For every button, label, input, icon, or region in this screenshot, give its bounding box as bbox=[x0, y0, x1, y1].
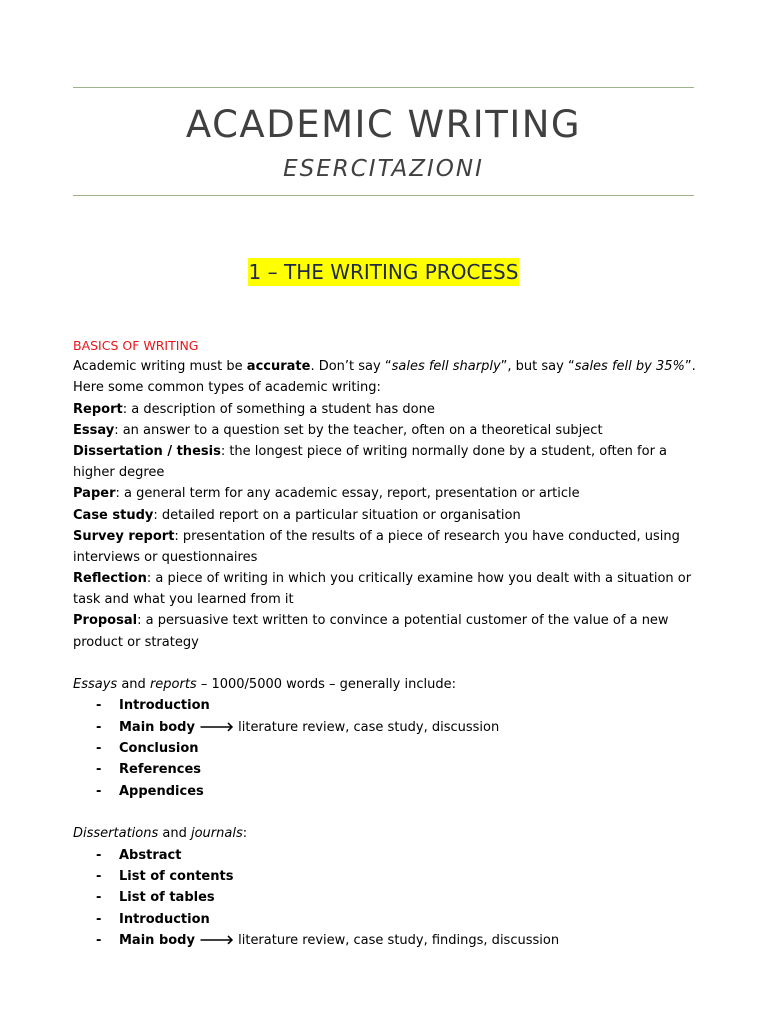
intro-text: ”. bbox=[684, 359, 696, 375]
writing-type-definition: : a piece of writing in which you critically examine how you dealt with a situation or bbox=[146, 571, 692, 587]
list-item-label: Appendices bbox=[119, 783, 204, 799]
bullet-dash: - bbox=[96, 762, 102, 778]
document-title: ACADEMIC WRITING bbox=[185, 103, 582, 146]
writing-type-definition: : a persuasive text written to convince a potential customer of the value of a new bbox=[137, 613, 669, 629]
bullet-dash: - bbox=[96, 783, 102, 799]
writing-type-term: Essay bbox=[73, 422, 115, 438]
bullet-dash: - bbox=[96, 740, 102, 756]
intro-text: ”, but say “ bbox=[500, 359, 575, 375]
list-item-label: List of contents bbox=[119, 868, 234, 884]
list-item bbox=[73, 887, 694, 908]
writing-type-term: Case study bbox=[73, 507, 154, 523]
writing-type-term: Proposal bbox=[73, 613, 138, 629]
writing-type-entry bbox=[73, 483, 694, 504]
writing-type-definition-cont: task and what you learned from it bbox=[73, 592, 294, 608]
writing-type-definition: : a description of something a student has done bbox=[122, 401, 435, 417]
list-item-label: List of tables bbox=[119, 890, 215, 906]
spacer bbox=[73, 653, 694, 674]
header-rule-bottom bbox=[73, 195, 694, 196]
arrow-right-icon: 🡒 bbox=[199, 719, 234, 735]
journals-term: journals bbox=[190, 826, 243, 842]
bullet-dash: - bbox=[96, 719, 102, 735]
bullet-dash: - bbox=[96, 933, 102, 949]
list-item-label: Main body bbox=[119, 719, 195, 735]
list-item bbox=[73, 759, 694, 780]
list-item-label: Abstract bbox=[119, 847, 182, 863]
list-item bbox=[73, 845, 694, 866]
intro-bold: accurate bbox=[246, 359, 311, 375]
writing-type-term: Reflection bbox=[73, 571, 147, 587]
essays-intro bbox=[73, 674, 694, 695]
essays-rest: – 1000/5000 words – generally include: bbox=[196, 677, 456, 692]
list-item bbox=[73, 738, 694, 759]
list-item bbox=[73, 781, 694, 802]
types-intro: Here some common types of academic writing: bbox=[73, 380, 381, 396]
list-item-detail: literature review, case study, findings, discussion bbox=[233, 933, 560, 949]
essays-term: Essays bbox=[73, 677, 118, 692]
writing-type-term: Paper bbox=[73, 486, 116, 502]
writing-type-definition: : an answer to a question set by the teacher, often on a theoretical subject bbox=[114, 422, 603, 438]
types-list bbox=[73, 399, 694, 653]
writing-type-definition-cont: interviews or questionnaires bbox=[73, 549, 258, 565]
intro-italic: sales fell sharply bbox=[391, 359, 501, 375]
header-rule-top bbox=[73, 87, 694, 88]
chapter-heading: 1 – THE WRITING PROCESS bbox=[248, 260, 519, 284]
list-item-label: Conclusion bbox=[119, 740, 199, 756]
list-item bbox=[73, 717, 694, 738]
list-item bbox=[73, 695, 694, 716]
writing-type-entry bbox=[73, 610, 694, 631]
list-item-label: Introduction bbox=[119, 698, 210, 714]
dissertations-and: and bbox=[158, 826, 191, 842]
writing-type-entry bbox=[73, 568, 694, 589]
bullet-dash: - bbox=[96, 890, 102, 906]
chapter-heading-wrap bbox=[73, 258, 694, 286]
writing-type-term: Survey report bbox=[73, 528, 175, 544]
intro-text: . Don’t say “ bbox=[310, 359, 392, 375]
writing-type-term: Dissertation / thesis bbox=[73, 443, 221, 459]
spacer bbox=[73, 802, 694, 823]
list-item-detail: literature review, case study, discussion bbox=[233, 719, 500, 735]
writing-type-definition: : presentation of the results of a piece of research you have conducted, using bbox=[174, 528, 680, 544]
essays-and: and bbox=[117, 677, 150, 692]
reports-term: reports bbox=[149, 677, 197, 692]
writing-type-entry bbox=[73, 420, 694, 441]
writing-type-entry bbox=[73, 526, 694, 547]
bullet-dash: - bbox=[96, 911, 102, 927]
writing-type-term: Report bbox=[73, 401, 123, 417]
dissertations-intro bbox=[73, 823, 694, 844]
list-item-label: Main body bbox=[119, 933, 195, 949]
writing-type-definition: : a general term for any academic essay, report, presentation or article bbox=[115, 486, 580, 502]
writing-type-definition-cont: higher degree bbox=[73, 465, 165, 481]
arrow-right-icon: 🡒 bbox=[199, 933, 234, 949]
list-item bbox=[73, 866, 694, 887]
intro-text: Academic writing must be bbox=[73, 359, 247, 375]
writing-type-entry bbox=[73, 399, 694, 420]
writing-type-entry bbox=[73, 505, 694, 526]
intro-italic: sales fell by 35% bbox=[574, 359, 685, 375]
list-item bbox=[73, 909, 694, 930]
bullet-dash: - bbox=[96, 868, 102, 884]
list-item-label: Introduction bbox=[119, 911, 210, 927]
document-subtitle: ESERCITAZIONI bbox=[283, 156, 484, 182]
writing-type-definition: : the longest piece of writing normally done by a student, often for a bbox=[220, 443, 668, 459]
list-item bbox=[73, 930, 694, 951]
writing-type-definition-cont: product or strategy bbox=[73, 634, 199, 650]
dissertations-rest: : bbox=[242, 826, 248, 842]
document-body bbox=[73, 335, 694, 951]
dissertations-term: Dissertations bbox=[73, 826, 159, 842]
writing-type-definition: : detailed report on a particular situation or organisation bbox=[153, 507, 521, 523]
bullet-dash: - bbox=[96, 698, 102, 714]
dissertations-list bbox=[73, 845, 694, 952]
section-heading: BASICS OF WRITING bbox=[73, 338, 199, 353]
bullet-dash: - bbox=[96, 847, 102, 863]
list-item-label: References bbox=[119, 762, 202, 778]
intro-paragraph bbox=[73, 356, 694, 377]
essays-list bbox=[73, 695, 694, 802]
writing-type-entry bbox=[73, 441, 694, 462]
